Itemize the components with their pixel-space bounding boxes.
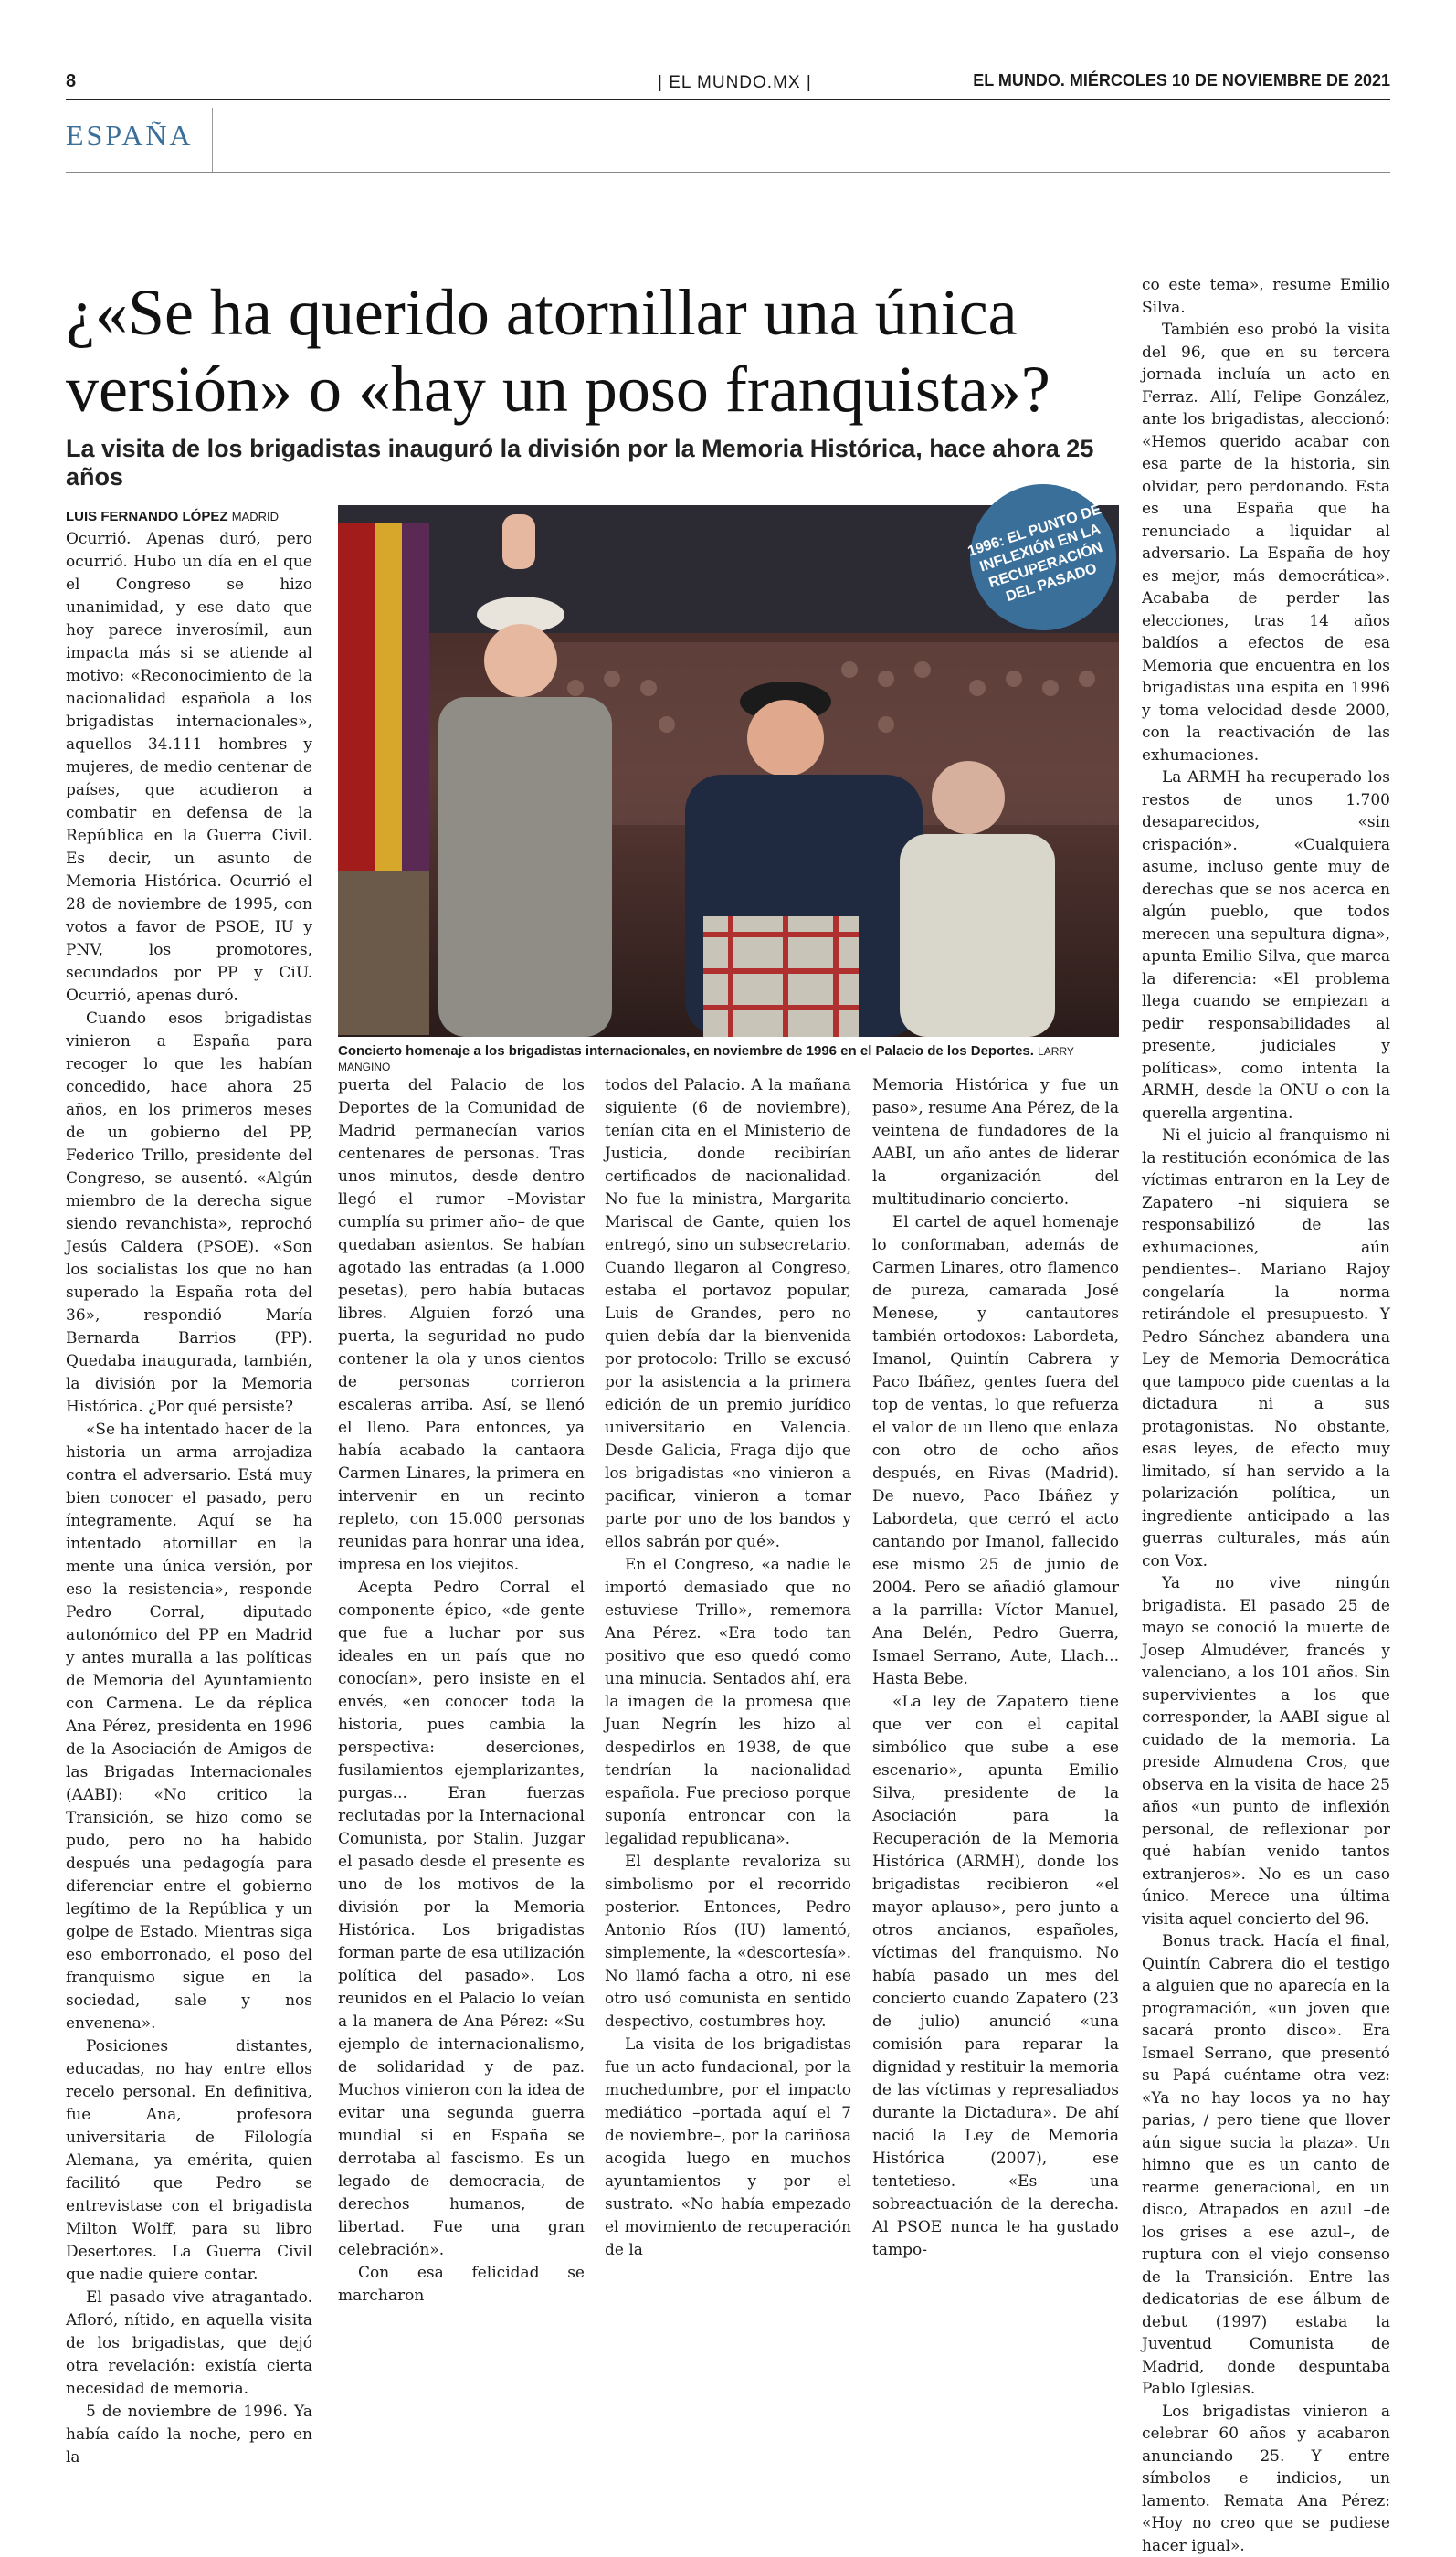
- photo-credit: LARRY MANGINO: [338, 1045, 1074, 1073]
- paragraph: En el Congreso, «a nadie le importó demasiado que no estuviese Trillo», rememora Ana Pérez. «Era todo tan positivo que eso quedó como una minucia. Sentados ahí, era la imagen de la promesa que Juan Negrín les hizo al despedirlos en 1938, de que tendrían la nacionalidad española. Fue precioso porque suponía entroncar con la legalidad republicana».: [605, 1554, 851, 1851]
- paragraph: Los brigadistas vinieron a celebrar 60 años y acabaron anunciando 25. Y entre símbolos e indicios, un lamento. Remata Ana Pérez: «Hoy no creo que se pudiese hacer igual».: [1142, 2401, 1390, 2557]
- column-4: [872, 1074, 1119, 2262]
- paragraph: Con esa felicidad se marcharon: [338, 2262, 585, 2308]
- paragraph: Acepta Pedro Corral el componente épico, «de gente que fue a luchar por sus ideales en un país que no conocían», pero insiste en el envés, «en conocer toda la historia, pues cambia la perspectiva: deserciones, fusilamientos ejemplarizantes, purgas... Eran fuerzas reclutadas por la Internacional Comunista, por Stalin. Juzgar el pasado desde el presente es uno de los motivos de la división por la Memoria Histórica. Los brigadistas forman parte de esa utilización política del pasado». Los reunidos en el Palacio lo veían a la manera de Ana Pérez: «Su ejemplo de internacionalismo, de solidaridad y de paz. Muchos vinieron con la idea de evitar una segunda guerra mundial si en España se derrotaba al fascismo. Es un legado de democracia, de derechos humanos, de libertad. Fue una gran celebración».: [338, 1577, 585, 2262]
- publication-name: | EL MUNDO.MX |: [658, 73, 812, 93]
- paragraph: puerta del Palacio de los Deportes de la Comunidad de Madrid permanecían varios centenares de personas. Tras unos minutos, desde dentro llegó el rumor –Movistar cumplía su primer año– de que quedaban asientos. Se habían agotado las entradas (a 1.000 pesetas), pero había butacas libres. Alguien forzó una puerta, la seguridad no pudo contener la ola y unos cientos de personas corrieron escaleras arriba. Así, se llenó el lleno. Para entonces, ya había acabado la cantaora Carmen Linares, la primera en intervenir en un recinto repleto, con 15.000 personas reunidas para honrar una idea, impresa en los viejitos.: [338, 1074, 585, 1577]
- section-label: ESPAÑA: [66, 119, 194, 153]
- highlight-badge: 1996: EL PUNTO DE INFLEXIÓN EN LA RECUPERACIÓN DEL PASADO: [951, 465, 1135, 650]
- byline: LUIS FERNANDO LÓPEZ MADRID: [66, 505, 312, 528]
- column-1: [66, 505, 312, 2469]
- headline: ¿«Se ha querido atornillar una única versión» o «hay un poso franquista»?: [66, 274, 1144, 428]
- section-divider: [212, 108, 213, 172]
- paragraph: Posiciones distantes, educadas, no hay entre ellos recelo personal. En definitiva, fue Ana, profesora universitaria de Filología Alemana, ya emérita, quien facilitó que Pedro se entrevistase con el brigadista Milton Wolff, para su libro Desertores. La Guerra Civil que nadie quiere contar.: [66, 2035, 312, 2287]
- paragraph: El pasado vive atragantado. Afloró, nítido, en aquella visita de los brigadistas, que dejó otra revelación: existía cierta necesidad de memoria.: [66, 2287, 312, 2401]
- paragraph: Cuando esos brigadistas vinieron a España para recoger lo que les habían concedido, hace ahora 25 años, en los primeros meses de un gobierno del PP, Federico Trillo, presidente del Congreso, se ausentó. «Algún miembro de la derecha sigue siendo revanchista», reprochó Jesús Caldera (PSOE). «Son los socialistas los que no han superado la España rota del 36», respondió María Bernarda Barrios (PP). Quedaba inaugurada, también, la división por la Memoria Histórica. ¿Por qué persiste?: [66, 1008, 312, 1419]
- column-5: [1142, 274, 1390, 2557]
- paragraph: todos del Palacio. A la mañana siguiente (6 de noviembre), tenían cita en el Ministerio de Justicia, donde recibirían certificados de nacionalidad. No fue la ministra, Margarita Mariscal de Gante, quien los entregó, sino un subsecretario. Cuando llegaron al Congreso, estaba el portavoz popular, Luis de Grandes, pero no quien debía dar la bienvenida por protocolo: Trillo se excusó por la asistencia a la primera edición de un premio jurídico universitario en Valencia. Desde Galicia, Fraga dijo que los brigadistas «no vinieron a pacificar, vinieron a tomar parte por uno de los bandos y ellos sabrán por qué».: [605, 1074, 851, 1554]
- section-rule: [66, 172, 1390, 173]
- paragraph: 5 de noviembre de 1996. Ya había caído la noche, pero en la: [66, 2401, 312, 2469]
- issue-date: EL MUNDO. MIÉRCOLES 10 DE NOVIEMBRE DE 2021: [973, 71, 1390, 90]
- photo-caption: [338, 1043, 1119, 1074]
- paragraph: Memoria Histórica y fue un paso», resume Ana Pérez, de la veintena de fundadores de la AABI, un año antes de liderar la organización del multitudinario concierto.: [872, 1074, 1119, 1211]
- page-number: 8: [66, 71, 76, 92]
- paragraph: La ARMH ha recuperado los restos de unos 1.700 desaparecidos, «sin crispación». «Cualquiera asume, incluso gente muy de derechas que se nos acerca en algún pueblo, que todos merecen una sepultura digna», apunta Emilio Silva, que marca la diferencia: «El problema llega cuando se empiezan a pedir responsabilidades al presente, judiciales y políticas», como intenta la ARMH, desde la ONU o con la querella argentina.: [1142, 766, 1390, 1125]
- header-rule: [66, 99, 1390, 100]
- paragraph: Ya no vive ningún brigadista. El pasado 25 de mayo se conoció la muerte de Josep Almudéver, francés y valenciano, a los 101 años. Sin supervivientes a los que corresponder, la AABI sigue al cuidado de la memoria. La preside Almudena Cros, que observa en la visita de hace 25 años «un punto de inflexión personal, de reflexionar por qué habían venido tantos extranjeros». No es un caso único. Merece una última visita aquel concierto del 96.: [1142, 1572, 1390, 1930]
- paragraph: La visita de los brigadistas fue un acto fundacional, por la muchedumbre, por el impacto mediático –portada aquí el 7 de noviembre–, por la cariñosa acogida luego en muchos ayuntamientos y por el sustrato. «No había empezado el movimiento de recuperación de la: [605, 2034, 851, 2262]
- subheadline: La visita de los brigadistas inauguró la división por la Memoria Histórica, hace ahora 25 años: [66, 435, 1144, 491]
- column-2: [338, 1074, 585, 2308]
- paragraph: También eso probó la visita del 96, que en su tercera jornada incluía un acto en Ferraz. Allí, Felipe González, ante los brigadistas, aleccionó: «Hemos querido acabar con esa parte de la historia, sin olvidar, pero perdonando. Esta es una España que ha renunciado a liquidar al adversario. La España de hoy es mejor, más democrática». Acababa de perder las elecciones, tras 14 años baldíos a efectos de esa Memoria que encuentra en los brigadistas una espita en 1996 y toma velocidad desde 2000, con la reactivación de las exhumaciones.: [1142, 319, 1390, 766]
- column-3: [605, 1074, 851, 2262]
- caption-text: Concierto homenaje a los brigadistas internacionales, en noviembre de 1996 en el Palacio de los Deportes.: [338, 1043, 1034, 1059]
- paragraph: «Se ha intentado hacer de la historia un arma arrojadiza contra el adversario. Está muy bien conocer el pasado, pero íntegramente. Aquí se ha intentado atornillar en la mente una única versión, por eso la resistencia», responde Pedro Corral, diputado autonómico del PP en Madrid y antes muralla a las políticas de Memoria del Ayuntamiento con Carmena. Le da réplica Ana Pérez, presidenta en 1996 de la Asociación de Amigos de las Brigadas Internacionales (AABI): «No critico la Transición, se hizo como se pudo, pero no ha habido después una pedagogía para diferenciar entre el gobierno legítimo de la República y un golpe de Estado. Mientras siga eso emborronado, el poso del franquismo sigue en la sociedad, sale y nos envenena».: [66, 1419, 312, 2035]
- paragraph: El cartel de aquel homenaje lo conformaban, además de Carmen Linares, otro flamenco de pureza, camarada José Menese, y cantautores también ortodoxos: Labordeta, Imanol, Quintín Cabrera y Paco Ibáñez, gentes fuera del top de ventas, lo que refuerza el valor de un lleno que enlaza con otro de ocho años después, en Rivas (Madrid). De nuevo, Paco Ibáñez y Labordeta, que cerró el acto cantando por Imanol, fallecido ese mismo 25 de junio de 2004. Pero se añadió glamour a la parrilla: Víctor Manuel, Ana Belén, Pedro Guerra, Ismael Serrano, Aute, Llach... Hasta Bebe.: [872, 1211, 1119, 1691]
- paragraph: Ni el juicio al franquismo ni la restitución económica de las víctimas entraron en la Ley de Zapatero –ni siquiera se responsabilizó de las exhumaciones, aún pendientes–. Mariano Rajoy congelaría la norma retirándole el presupuesto. Y Pedro Sánchez abandera una Ley de Memoria Democrática que tampoco pide cuentas a la dictadura ni a sus protagonistas. No obstante, esas leyes, de efecto muy limitado, sí han servido a la polarización política, un ingrediente anticipado a las guerras culturales, más aún con Vox.: [1142, 1125, 1390, 1572]
- paragraph: Bonus track. Hacía el final, Quintín Cabrera dio el testigo a alguien que no aparecía en la programación, «un joven que sacará pronto disco». Era Ismael Serrano, que presentó su Papá cuéntame otra vez: «Ya no hay locos ya no hay parias, / pero tiene que llover aún sigue sucia la plaza». Un himno que es un canto de rearme generacional, en un disco, Atrapados en azul –de los grises a ese azul–, de ruptura con el viejo consenso de la Transición. Entre las dedicatorias de ese álbum de debut (1997) estaba la Juventud Comunista de Madrid, donde despuntaba Pablo Iglesias.: [1142, 1930, 1390, 2401]
- paragraph: Ocurrió. Apenas duró, pero ocurrió. Hubo un día en el que el Congreso se hizo unanimidad, y ese dato que hoy parece inverosímil, aun impacta más si se atiende al motivo: «Reconocimiento de la nacionalidad española a los brigadistas internacionales», aquellos 34.111 hombres y mujeres, de medio centenar de países, que acudieron a combatir en defensa de la República en la Guerra Civil. Es decir, un asunto de Memoria Histórica. Ocurrió el 28 de noviembre de 1995, con votos a favor de PSOE, IU y PNV, los promotores, secundados por PP y CiU. Ocurrió, apenas duró.: [66, 528, 312, 1008]
- paragraph: co este tema», resume Emilio Silva.: [1142, 274, 1390, 319]
- paragraph: El desplante revaloriza su simbolismo por el recorrido posterior. Entonces, Pedro Antonio Ríos (IU) lamentó, simplemente, la «descortesía». No llamó facha a otro, ni ese otro usó comunista en sentido despectivo, costumbres hoy.: [605, 1851, 851, 2034]
- paragraph: «La ley de Zapatero tiene que ver con el capital simbólico que sube a ese escenario», apunta Emilio Silva, presidente de la Asociación para la Recuperación de la Memoria Histórica (ARMH), donde los brigadistas recibieron «el mayor aplauso», pero junto a otros ancianos, españoles, víctimas del franquismo. No había pasado un mes del concierto cuando Zapatero (23 de julio) anunció «una comisión para reparar la dignidad y restituir la memoria de las víctimas y represaliados durante la Dictadura». De ahí nació la Ley de Memoria Histórica (2007), ese tentetieso. «Es una sobreactuación de la derecha. Al PSOE nunca le ha gustado tampo-: [872, 1691, 1119, 2262]
